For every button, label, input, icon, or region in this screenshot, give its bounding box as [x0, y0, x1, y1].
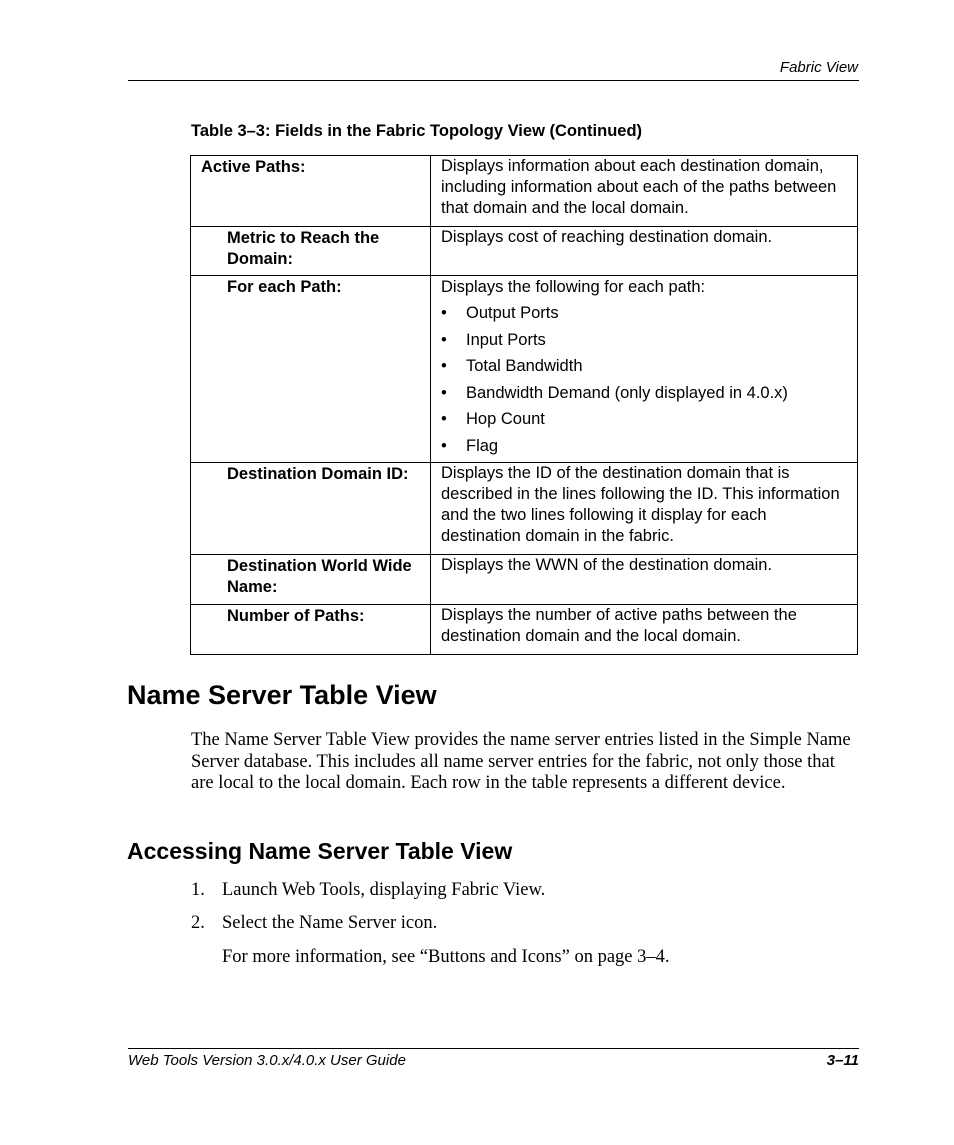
running-header: Fabric View	[779, 59, 858, 76]
field-description-cell: Displays the ID of the destination domain that is described in the lines following the ID. This information and the two lines following it display for each destination domain in the fabric.	[431, 463, 858, 555]
footer-rule	[128, 1048, 859, 1049]
bullet-icon: •	[441, 410, 447, 428]
field-description-cell: Displays the following for each path: • Output Ports • Input Ports • Total Bandwidth • Bandwidth Demand (only displayed in 4.0.x) • Hop Count • Flag	[431, 276, 858, 463]
step-number: 1.	[191, 880, 205, 900]
field-name-cell: Active Paths:	[191, 156, 431, 227]
footer-document-title: Web Tools Version 3.0.x/4.0.x User Guide	[128, 1052, 406, 1069]
bullet-icon: •	[441, 383, 447, 402]
list-item: • Output Ports	[441, 304, 559, 322]
table-row	[191, 156, 858, 227]
step-note: For more information, see “Buttons and Icons” on page 3–4.	[222, 947, 670, 967]
fields-table	[190, 155, 858, 655]
field-description-cell: Displays information about each destination domain, including information about each of the paths between that domain and the local domain.	[431, 156, 858, 227]
field-name-cell: Destination Domain ID:	[191, 463, 431, 555]
step-text: Launch Web Tools, displaying Fabric View.	[222, 880, 546, 900]
field-name-cell: Destination World Wide Name:	[191, 555, 431, 605]
section-heading: Name Server Table View	[127, 680, 437, 710]
table-row	[191, 276, 858, 463]
bullet-icon: •	[441, 436, 447, 455]
procedure-step	[191, 880, 545, 901]
page-number: 3–11	[826, 1052, 859, 1069]
subsection-heading: Accessing Name Server Table View	[127, 838, 513, 864]
table-row	[191, 463, 858, 555]
table-row	[191, 227, 858, 276]
step-text: Select the Name Server icon.	[222, 913, 438, 933]
step-number: 2.	[191, 913, 205, 933]
field-name-cell: Metric to Reach the Domain:	[191, 227, 431, 276]
bullet-icon: •	[441, 330, 447, 349]
bullet-icon: •	[441, 357, 447, 375]
list-item: • Hop Count	[441, 410, 545, 428]
field-description-cell: Displays cost of reaching destination domain.	[431, 227, 858, 276]
field-name-cell: For each Path:	[191, 276, 431, 463]
bullet-icon: •	[441, 304, 447, 322]
table-row	[191, 555, 858, 605]
field-name-cell: Number of Paths:	[191, 605, 431, 655]
list-item: • Flag	[441, 436, 499, 455]
section-body-paragraph: The Name Server Table View provides the name server entries listed in the Simple Name Server database. This includes all name server entries for the fabric, not only those that are local to the local domain. Each row in the table represents a different device.	[191, 730, 851, 793]
list-item: • Total Bandwidth	[441, 357, 583, 375]
table-caption: Table 3–3: Fields in the Fabric Topology View (Continued)	[191, 122, 643, 140]
path-fields-list	[431, 303, 857, 462]
header-rule	[128, 80, 859, 81]
field-description-cell: Displays the number of active paths between the destination domain and the local domain.	[431, 605, 858, 655]
list-item: • Bandwidth Demand (only displayed in 4.0.x)	[441, 383, 788, 402]
procedure-step	[191, 913, 437, 934]
list-item: • Input Ports	[441, 330, 546, 349]
table-row	[191, 605, 858, 655]
field-description-cell: Displays the WWN of the destination domain.	[431, 555, 858, 605]
